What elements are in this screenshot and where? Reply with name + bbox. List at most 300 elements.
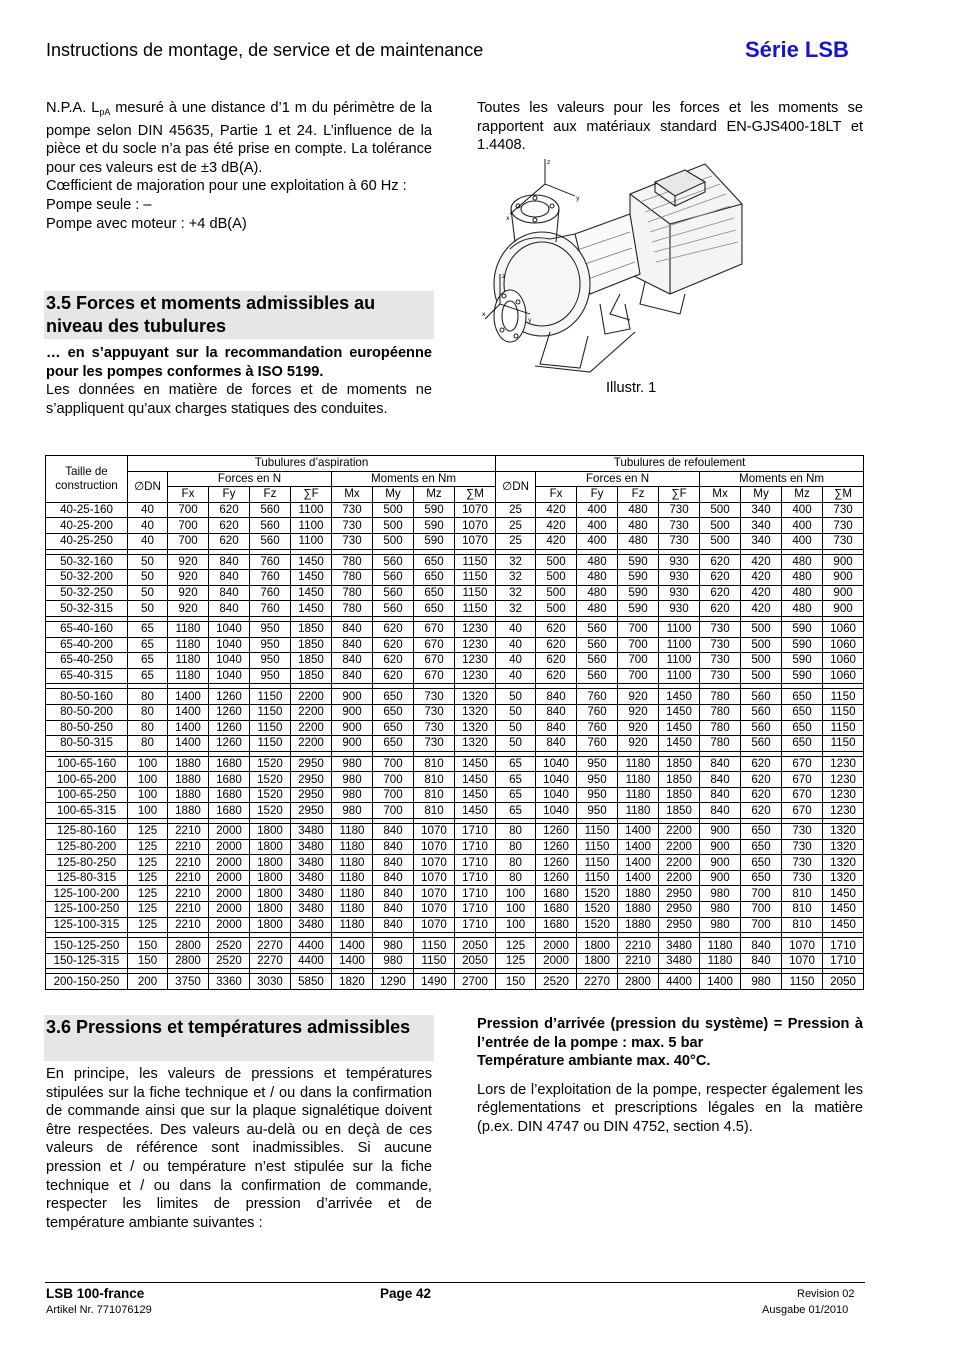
value-cell: 80 [128, 689, 168, 705]
value-cell: 730 [332, 533, 373, 549]
value-cell: 1150 [455, 601, 496, 617]
value-cell: 840 [373, 902, 414, 918]
table-row [46, 704, 864, 720]
value-cell: 560 [577, 637, 618, 653]
value-cell: 32 [496, 570, 536, 586]
value-cell: 150 [496, 974, 536, 990]
npa-label: N.P.A. L [46, 100, 100, 116]
value-cell: 480 [577, 570, 618, 586]
size-cell: 150-125-250 [46, 938, 128, 954]
value-cell: 480 [782, 601, 823, 617]
value-cell: 900 [823, 554, 864, 570]
value-cell: 1100 [291, 502, 332, 518]
value-cell: 2950 [659, 902, 700, 918]
value-cell: 1040 [536, 756, 577, 772]
value-cell: 900 [700, 855, 741, 871]
value-cell: 620 [741, 787, 782, 803]
value-cell: 730 [414, 704, 455, 720]
size-cell: 125-80-315 [46, 870, 128, 886]
value-cell: 560 [373, 570, 414, 586]
value-cell: 1850 [659, 772, 700, 788]
value-cell: 920 [168, 585, 209, 601]
value-cell: 1150 [577, 824, 618, 840]
pump-illustration [480, 154, 750, 378]
footer-revision: Revision 02 [797, 1288, 855, 1300]
value-cell: 1320 [455, 689, 496, 705]
column-header: Fz [618, 487, 659, 503]
value-cell: 125 [496, 953, 536, 969]
value-cell: 100 [496, 902, 536, 918]
value-cell: 620 [741, 803, 782, 819]
value-cell: 1450 [291, 601, 332, 617]
value-cell: 1150 [823, 736, 864, 752]
value-cell: 1070 [455, 518, 496, 534]
value-cell: 1260 [536, 824, 577, 840]
size-cell: 50-32-315 [46, 601, 128, 617]
value-cell: 730 [414, 689, 455, 705]
value-cell: 760 [577, 689, 618, 705]
size-cell: 100-65-200 [46, 772, 128, 788]
value-cell: 590 [414, 502, 455, 518]
value-cell: 810 [782, 917, 823, 933]
value-cell: 1710 [823, 938, 864, 954]
value-cell: 950 [577, 787, 618, 803]
value-cell: 2520 [536, 974, 577, 990]
value-cell: 920 [618, 736, 659, 752]
value-cell: 700 [168, 518, 209, 534]
value-cell: 2210 [168, 917, 209, 933]
value-cell: 420 [536, 533, 577, 549]
value-cell: 480 [577, 554, 618, 570]
value-cell: 760 [577, 720, 618, 736]
value-cell: 1710 [455, 870, 496, 886]
value-cell: 1800 [250, 917, 291, 933]
value-cell: 950 [250, 637, 291, 653]
value-cell: 1450 [455, 756, 496, 772]
value-cell: 920 [168, 601, 209, 617]
discharge-moments-header: Moments en Nm [700, 471, 864, 487]
value-cell: 1180 [618, 772, 659, 788]
value-cell: 1850 [659, 756, 700, 772]
value-cell: 1150 [577, 870, 618, 886]
size-cell: 50-32-200 [46, 570, 128, 586]
value-cell: 480 [782, 554, 823, 570]
table-row [46, 554, 864, 570]
suction-moments-header: Moments en Nm [332, 471, 496, 487]
value-cell: 620 [700, 585, 741, 601]
suction-dn-header: ∅DN [128, 471, 168, 502]
value-cell: 1150 [250, 689, 291, 705]
table-row [46, 803, 864, 819]
value-cell: 670 [414, 637, 455, 653]
value-cell: 900 [332, 720, 373, 736]
size-cell: 40-25-250 [46, 533, 128, 549]
value-cell: 420 [741, 585, 782, 601]
value-cell: 2200 [659, 855, 700, 871]
value-cell: 1150 [823, 720, 864, 736]
value-cell: 1230 [823, 756, 864, 772]
value-cell: 620 [741, 772, 782, 788]
value-cell: 2050 [823, 974, 864, 990]
discharge-forces-header: Forces en N [536, 471, 700, 487]
value-cell: 1710 [455, 839, 496, 855]
value-cell: 980 [332, 803, 373, 819]
value-cell: 700 [168, 533, 209, 549]
value-cell: 1180 [332, 917, 373, 933]
value-cell: 125 [128, 870, 168, 886]
value-cell: 50 [128, 554, 168, 570]
value-cell: 1450 [455, 787, 496, 803]
value-cell: 1880 [618, 886, 659, 902]
value-cell: 65 [128, 668, 168, 684]
value-cell: 150 [128, 953, 168, 969]
value-cell: 560 [577, 668, 618, 684]
value-cell: 930 [659, 585, 700, 601]
value-cell: 2950 [291, 803, 332, 819]
value-cell: 930 [659, 554, 700, 570]
value-cell: 780 [700, 689, 741, 705]
value-cell: 700 [373, 772, 414, 788]
value-cell: 25 [496, 502, 536, 518]
value-cell: 1680 [536, 902, 577, 918]
value-cell: 1070 [414, 824, 455, 840]
value-cell: 3480 [659, 938, 700, 954]
value-cell: 125 [128, 824, 168, 840]
value-cell: 840 [209, 570, 250, 586]
value-cell: 340 [741, 518, 782, 534]
value-cell: 2000 [209, 839, 250, 855]
value-cell: 730 [659, 518, 700, 534]
value-cell: 1400 [618, 870, 659, 886]
value-cell: 560 [741, 736, 782, 752]
value-cell: 1150 [577, 839, 618, 855]
value-cell: 670 [414, 621, 455, 637]
value-cell: 650 [741, 870, 782, 886]
column-header: Mx [332, 487, 373, 503]
value-cell: 950 [250, 653, 291, 669]
value-cell: 730 [782, 855, 823, 871]
value-cell: 3480 [291, 855, 332, 871]
value-cell: 420 [741, 554, 782, 570]
value-cell: 2210 [618, 938, 659, 954]
value-cell: 650 [782, 736, 823, 752]
value-cell: 400 [577, 502, 618, 518]
value-cell: 780 [700, 704, 741, 720]
value-cell: 950 [577, 803, 618, 819]
size-cell: 40-25-200 [46, 518, 128, 534]
value-cell: 730 [414, 736, 455, 752]
value-cell: 2950 [659, 917, 700, 933]
value-cell: 1520 [250, 787, 291, 803]
value-cell: 700 [168, 502, 209, 518]
size-header: Taille de construction [46, 456, 128, 503]
discharge-header: Tubulures de refoulement [496, 456, 864, 472]
value-cell: 1070 [414, 886, 455, 902]
value-cell: 1880 [618, 917, 659, 933]
value-cell: 1070 [414, 870, 455, 886]
value-cell: 920 [618, 704, 659, 720]
size-cell: 125-80-160 [46, 824, 128, 840]
value-cell: 1180 [332, 886, 373, 902]
value-cell: 980 [700, 902, 741, 918]
value-cell: 840 [209, 585, 250, 601]
value-cell: 590 [782, 653, 823, 669]
value-cell: 1260 [209, 736, 250, 752]
value-cell: 2200 [659, 839, 700, 855]
svg-text:x: x [506, 215, 510, 222]
value-cell: 2210 [168, 902, 209, 918]
size-cell: 50-32-250 [46, 585, 128, 601]
value-cell: 1180 [332, 824, 373, 840]
value-cell: 620 [373, 637, 414, 653]
size-cell: 80-50-250 [46, 720, 128, 736]
value-cell: 1800 [250, 886, 291, 902]
value-cell: 1400 [618, 855, 659, 871]
value-cell: 1230 [823, 787, 864, 803]
value-cell: 1520 [250, 772, 291, 788]
value-cell: 50 [496, 736, 536, 752]
value-cell: 50 [128, 585, 168, 601]
regulations-note: Lors de l’exploitation de la pompe, respecter également les réglementations et prescriptions légales en la matière (p.ex. DIN 4747 ou DIN 4752, section 4.5). [477, 1081, 863, 1135]
value-cell: 480 [782, 570, 823, 586]
value-cell: 760 [250, 601, 291, 617]
value-cell: 500 [741, 653, 782, 669]
value-cell: 1880 [168, 772, 209, 788]
column-header: Fx [168, 487, 209, 503]
value-cell: 840 [700, 803, 741, 819]
table-row [46, 839, 864, 855]
value-cell: 900 [332, 689, 373, 705]
table-row [46, 668, 864, 684]
value-cell: 730 [700, 668, 741, 684]
value-cell: 620 [536, 668, 577, 684]
value-cell: 930 [659, 601, 700, 617]
value-cell: 1230 [823, 803, 864, 819]
value-cell: 590 [782, 668, 823, 684]
section-3-5-text [46, 344, 432, 418]
value-cell: 730 [700, 621, 741, 637]
value-cell: 400 [782, 502, 823, 518]
series-title: Série LSB [745, 37, 849, 62]
value-cell: 780 [700, 720, 741, 736]
value-cell: 2800 [168, 953, 209, 969]
value-cell: 1450 [455, 772, 496, 788]
coefficient-paragraph: Cœfficient de majoration pour une exploitation à 60 Hz : [46, 178, 407, 195]
value-cell: 1060 [823, 637, 864, 653]
value-cell: 1820 [332, 974, 373, 990]
value-cell: 1040 [536, 772, 577, 788]
size-cell: 40-25-160 [46, 502, 128, 518]
value-cell: 590 [618, 554, 659, 570]
value-cell: 3480 [291, 917, 332, 933]
size-cell: 125-100-250 [46, 902, 128, 918]
value-cell: 1260 [209, 689, 250, 705]
value-cell: 900 [332, 736, 373, 752]
value-cell: 560 [373, 554, 414, 570]
value-cell: 1070 [414, 839, 455, 855]
value-cell: 1680 [209, 787, 250, 803]
table-row [46, 902, 864, 918]
value-cell: 650 [373, 704, 414, 720]
value-cell: 4400 [291, 938, 332, 954]
value-cell: 620 [209, 518, 250, 534]
value-cell: 1180 [168, 653, 209, 669]
size-cell: 125-100-315 [46, 917, 128, 933]
table-row [46, 787, 864, 803]
value-cell: 2210 [168, 870, 209, 886]
value-cell: 125 [128, 839, 168, 855]
value-cell: 1320 [455, 736, 496, 752]
noise-text-block [46, 99, 432, 233]
pump-motor-line: Pompe avec moteur : +4 dB(A) [46, 215, 247, 232]
value-cell: 840 [332, 653, 373, 669]
table-row [46, 689, 864, 705]
size-cell: 100-65-160 [46, 756, 128, 772]
value-cell: 40 [496, 668, 536, 684]
value-cell: 1880 [168, 803, 209, 819]
pressure-limits-block [477, 1015, 863, 1137]
value-cell: 920 [618, 720, 659, 736]
table-row [46, 974, 864, 990]
table-row [46, 938, 864, 954]
value-cell: 730 [659, 533, 700, 549]
value-cell: 40 [128, 502, 168, 518]
value-cell: 560 [373, 585, 414, 601]
value-cell: 1150 [455, 585, 496, 601]
value-cell: 780 [332, 585, 373, 601]
value-cell: 50 [496, 720, 536, 736]
value-cell: 340 [741, 502, 782, 518]
value-cell: 50 [496, 689, 536, 705]
value-cell: 2950 [291, 772, 332, 788]
value-cell: 1450 [291, 570, 332, 586]
value-cell: 1850 [291, 621, 332, 637]
value-cell: 670 [782, 756, 823, 772]
value-cell: 620 [373, 668, 414, 684]
value-cell: 2270 [577, 974, 618, 990]
value-cell: 620 [209, 533, 250, 549]
value-cell: 1100 [291, 533, 332, 549]
value-cell: 650 [414, 554, 455, 570]
value-cell: 1180 [618, 756, 659, 772]
column-header: Mz [782, 487, 823, 503]
value-cell: 1320 [823, 839, 864, 855]
value-cell: 980 [700, 917, 741, 933]
value-cell: 1040 [536, 787, 577, 803]
value-cell: 810 [414, 772, 455, 788]
section-3-6-heading: 3.6 Pressions et températures admissibles [44, 1015, 434, 1061]
value-cell: 590 [414, 518, 455, 534]
value-cell: 2950 [291, 787, 332, 803]
value-cell: 1180 [168, 668, 209, 684]
value-cell: 760 [250, 585, 291, 601]
value-cell: 32 [496, 601, 536, 617]
value-cell: 840 [373, 886, 414, 902]
column-header: Mz [414, 487, 455, 503]
value-cell: 2270 [250, 953, 291, 969]
size-cell: 150-125-315 [46, 953, 128, 969]
value-cell: 760 [250, 554, 291, 570]
value-cell: 65 [496, 787, 536, 803]
value-cell: 1150 [414, 938, 455, 954]
value-cell: 1320 [823, 855, 864, 871]
size-cell: 125-80-200 [46, 839, 128, 855]
value-cell: 2520 [209, 938, 250, 954]
value-cell: 760 [250, 570, 291, 586]
value-cell: 65 [128, 653, 168, 669]
value-cell: 900 [700, 824, 741, 840]
value-cell: 1400 [618, 824, 659, 840]
value-cell: 80 [496, 839, 536, 855]
value-cell: 3360 [209, 974, 250, 990]
value-cell: 2210 [168, 824, 209, 840]
value-cell: 65 [496, 772, 536, 788]
value-cell: 950 [250, 668, 291, 684]
value-cell: 840 [741, 953, 782, 969]
value-cell: 650 [741, 839, 782, 855]
value-cell: 650 [741, 824, 782, 840]
value-cell: 2200 [659, 824, 700, 840]
value-cell: 1680 [536, 917, 577, 933]
value-cell: 730 [332, 518, 373, 534]
value-cell: 560 [577, 653, 618, 669]
value-cell: 1150 [250, 704, 291, 720]
size-cell: 100-65-315 [46, 803, 128, 819]
value-cell: 650 [414, 601, 455, 617]
value-cell: 1060 [823, 653, 864, 669]
value-cell: 700 [618, 621, 659, 637]
value-cell: 1680 [209, 772, 250, 788]
column-header: ∑M [823, 487, 864, 503]
value-cell: 1520 [250, 803, 291, 819]
value-cell: 840 [209, 601, 250, 617]
value-cell: 780 [332, 554, 373, 570]
value-cell: 1180 [332, 855, 373, 871]
value-cell: 25 [496, 518, 536, 534]
value-cell: 1150 [414, 953, 455, 969]
column-header: Mx [700, 487, 741, 503]
value-cell: 670 [782, 803, 823, 819]
value-cell: 480 [618, 533, 659, 549]
table-row [46, 756, 864, 772]
value-cell: 730 [700, 653, 741, 669]
value-cell: 40 [496, 621, 536, 637]
value-cell: 620 [700, 601, 741, 617]
value-cell: 500 [536, 570, 577, 586]
value-cell: 32 [496, 554, 536, 570]
value-cell: 480 [577, 585, 618, 601]
value-cell: 3480 [659, 953, 700, 969]
value-cell: 40 [496, 637, 536, 653]
value-cell: 500 [741, 637, 782, 653]
table-row [46, 736, 864, 752]
value-cell: 1060 [823, 621, 864, 637]
value-cell: 650 [414, 585, 455, 601]
column-header: Fx [536, 487, 577, 503]
value-cell: 1180 [618, 787, 659, 803]
illustration-caption: Illustr. 1 [606, 380, 657, 396]
value-cell: 1180 [332, 902, 373, 918]
value-cell: 500 [536, 585, 577, 601]
value-cell: 420 [536, 518, 577, 534]
value-cell: 700 [741, 886, 782, 902]
value-cell: 2950 [291, 756, 332, 772]
size-cell: 65-40-250 [46, 653, 128, 669]
table-row [46, 533, 864, 549]
value-cell: 1100 [659, 668, 700, 684]
value-cell: 650 [414, 570, 455, 586]
value-cell: 780 [700, 736, 741, 752]
